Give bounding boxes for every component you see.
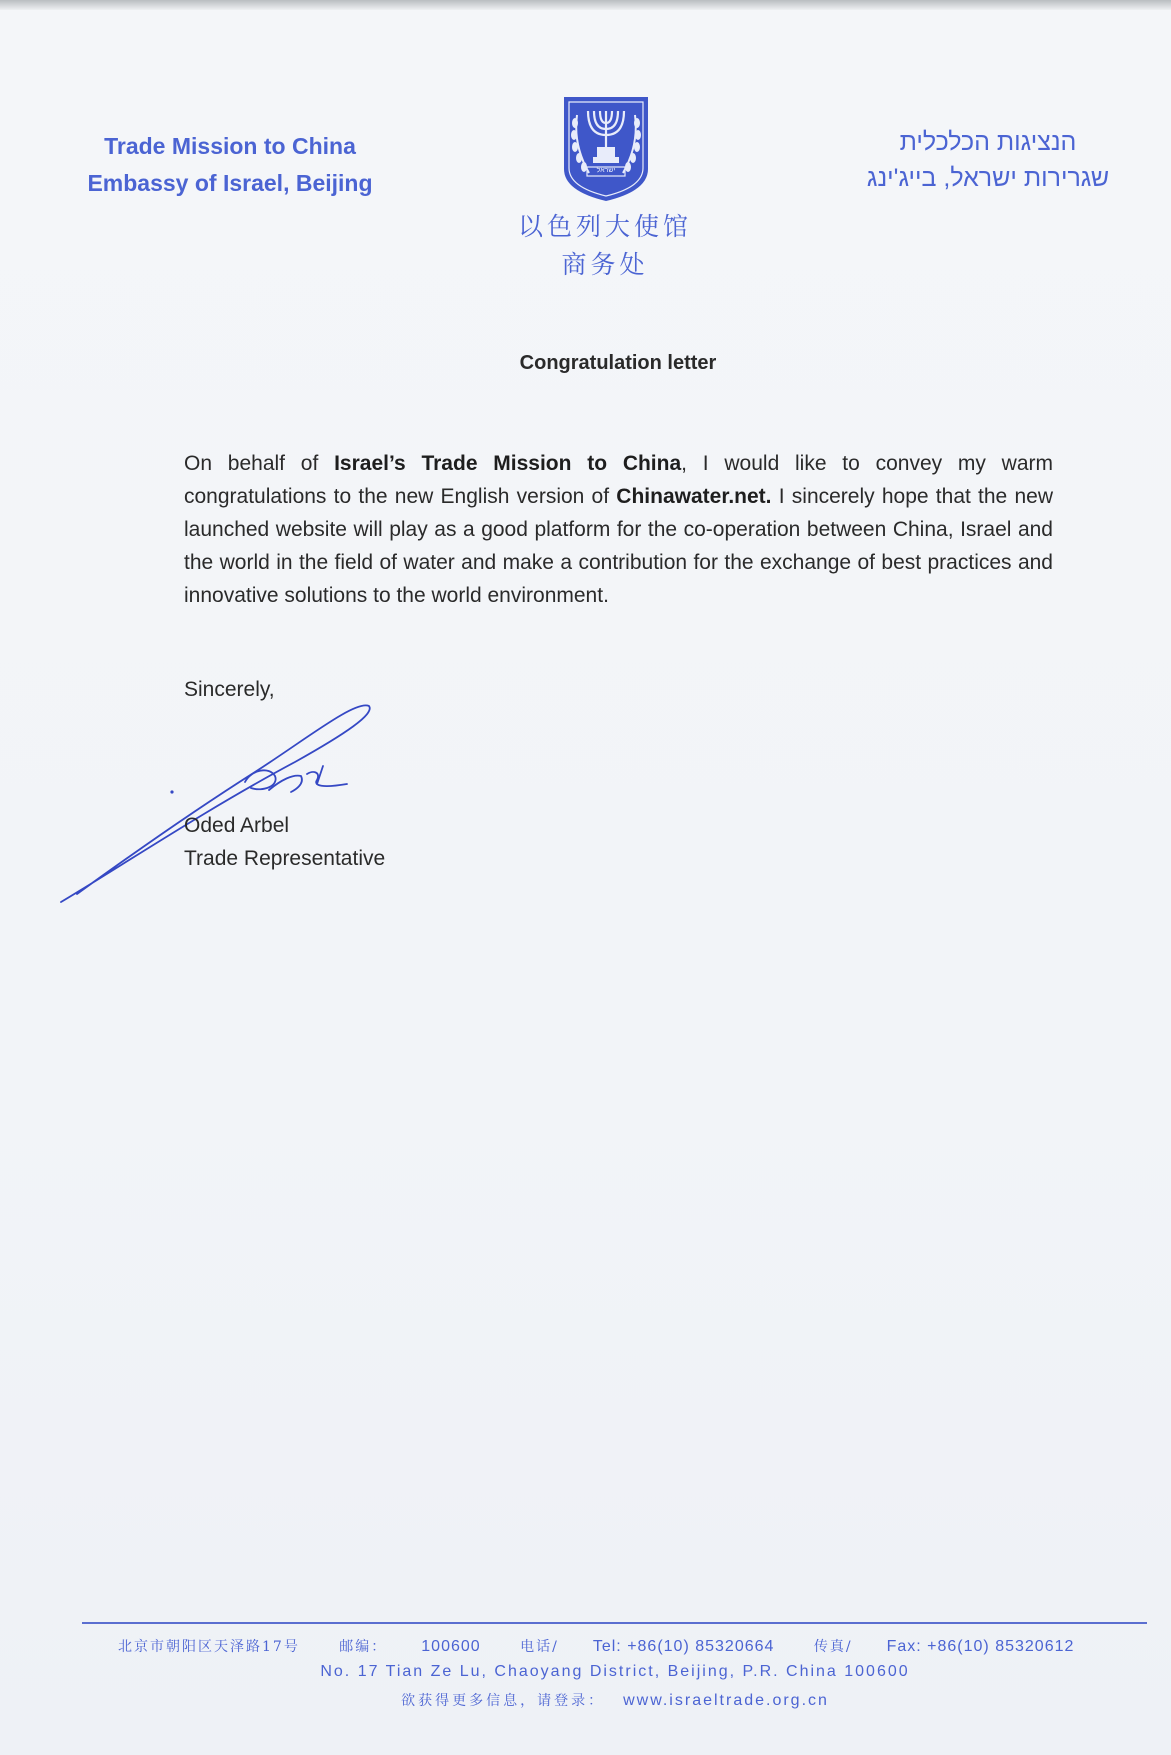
letter-closing: Sincerely, bbox=[184, 678, 275, 701]
footer-more-info-cn: 欲获得更多信息，请登录： bbox=[401, 1693, 606, 1709]
letterhead-chinese-embassy: 以色列大使馆 bbox=[517, 212, 692, 241]
body-text-3: I sincerely hope that the new launched website will play as a good platform for the co-operation between China, Israel and the world in the field of water and make a contribution for the exchange of best practices and innovative solutions to the world environment. bbox=[184, 485, 1053, 607]
body-text-2: , I would like to convey my warm congratulations to the new English version of bbox=[184, 452, 1054, 508]
body-bold-website: Chinawater.net. bbox=[616, 485, 772, 508]
footer-website-link[interactable]: www.israeltrade.org.cn bbox=[623, 1692, 829, 1709]
footer-address-cn: 北京市朝阳区天泽路17号 bbox=[118, 1639, 300, 1655]
signatory-title: Trade Representative bbox=[184, 847, 386, 870]
letterhead-chinese bbox=[470, 208, 740, 284]
footer-fax-label: 传真/ bbox=[813, 1639, 853, 1655]
emblem-inscription: ישראל bbox=[596, 167, 616, 174]
footer-address-en: No. 17 Tian Ze Lu, Chaoyang District, Beijing, P.R. China 100600 bbox=[320, 1663, 910, 1680]
footer-fax: Fax: +86(10) 85320612 bbox=[886, 1638, 1075, 1655]
signatory-name: Oded Arbel bbox=[184, 814, 290, 837]
footer-website-line bbox=[0, 1690, 1171, 1710]
scan-edge bbox=[0, 0, 1171, 10]
letterhead-mission-name: Trade Mission to China bbox=[104, 133, 356, 159]
letter-body bbox=[184, 447, 1053, 612]
letter-title: Congratulation letter bbox=[519, 352, 717, 374]
body-bold-mission: Israel’s Trade Mission to China bbox=[334, 452, 682, 475]
footer-postcode-label: 邮编： bbox=[339, 1639, 388, 1655]
letterhead-hebrew-embassy: שגרירות ישראל, בייג'ינג bbox=[866, 164, 1110, 192]
letterhead-chinese-office: 商务处 bbox=[561, 250, 649, 279]
letterhead-hebrew bbox=[823, 124, 1153, 196]
letterhead-embassy-name: Embassy of Israel, Beijing bbox=[87, 170, 373, 196]
handwritten-signature bbox=[55, 700, 385, 910]
footer-postcode: 100600 bbox=[421, 1638, 481, 1655]
footer-contact-line bbox=[118, 1636, 1108, 1656]
signatory-block bbox=[184, 809, 385, 875]
menorah-emblem-icon bbox=[561, 95, 651, 203]
letterhead-hebrew-mission: הנציגות הכלכלית bbox=[899, 128, 1077, 156]
footer-divider bbox=[82, 1622, 1147, 1624]
body-text-1: On behalf of bbox=[184, 452, 335, 475]
footer-tel: Tel: +86(10) 85320664 bbox=[592, 1638, 775, 1655]
letterhead-english bbox=[70, 128, 390, 202]
footer-tel-label: 电话/ bbox=[520, 1639, 559, 1655]
